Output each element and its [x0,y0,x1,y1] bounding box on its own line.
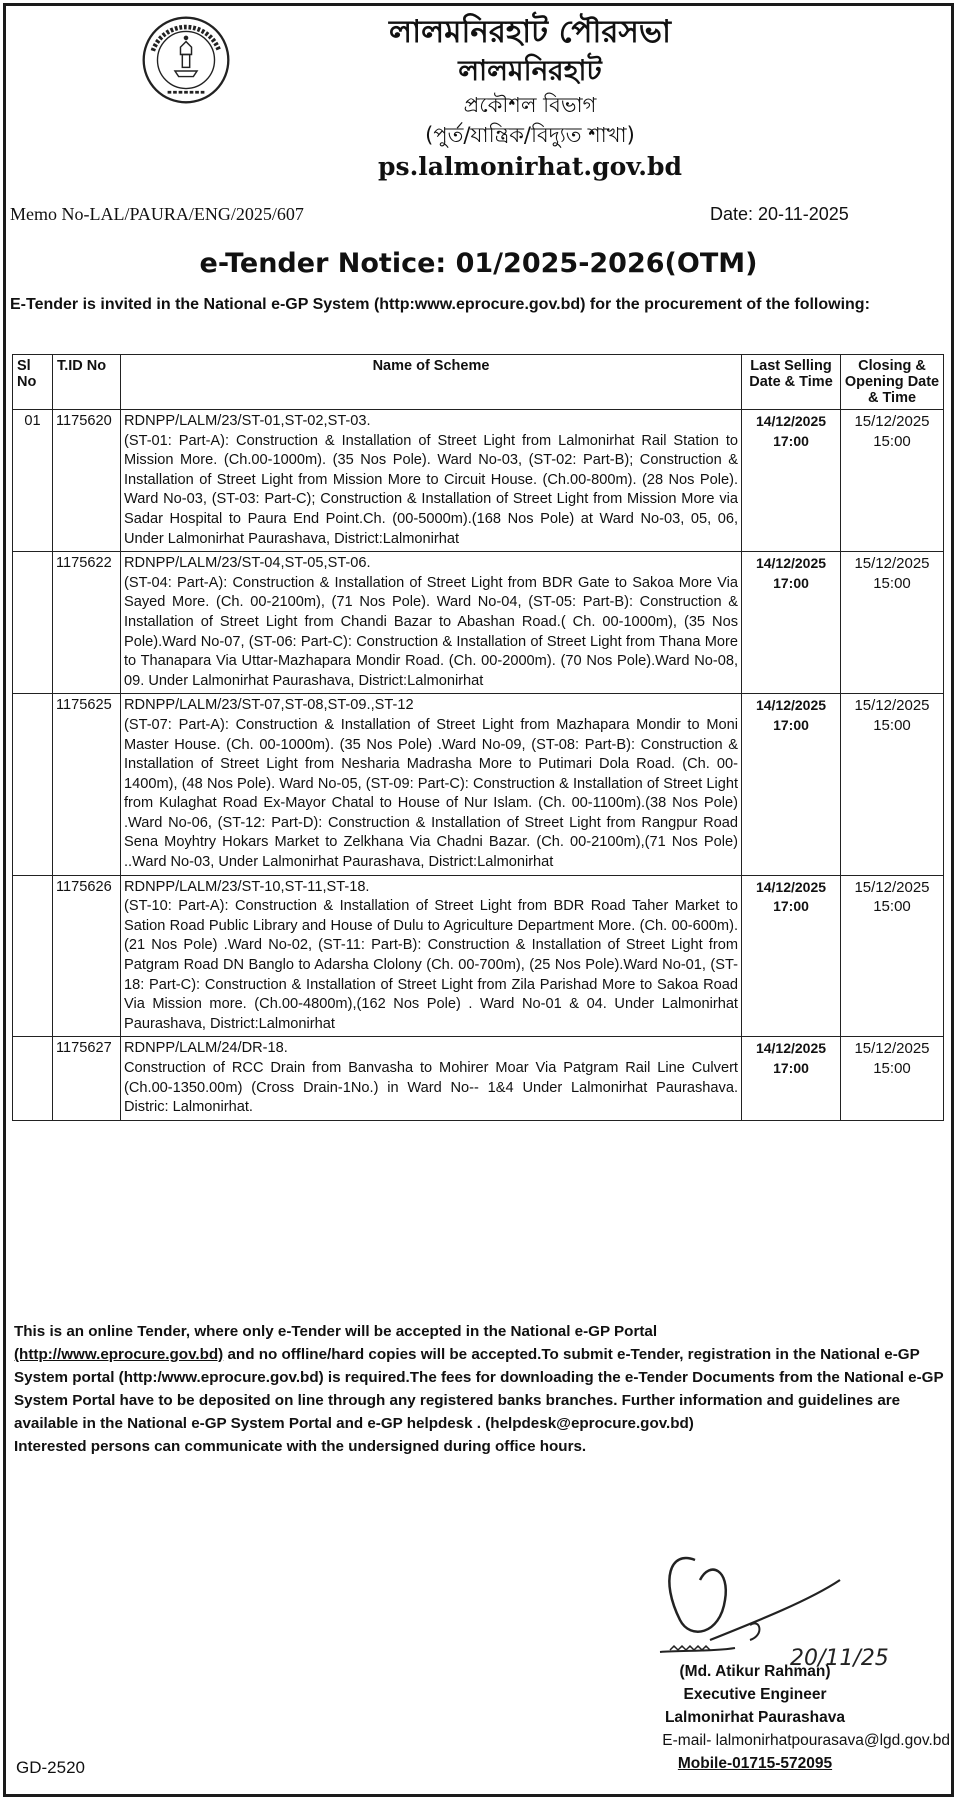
closing-time: 15:00 [873,574,911,592]
cell-sl [13,552,53,694]
col-header-sl: Sl No [13,355,53,410]
closing-date: 15/12/2025 [854,878,930,896]
last-selling-time: 17:00 [773,1060,809,1076]
municipality-seal-icon [140,14,232,106]
last-selling-time: 17:00 [773,898,809,915]
tender-table [12,354,944,1121]
section-name: (পুর্ত/যান্ত্রিক/বিদ্যুত শাখা) [425,123,635,147]
cell-last-selling [742,875,841,1037]
table-row [13,694,944,875]
footer-paragraph-1 [14,1320,944,1435]
cell-scheme: RDNPP/LALM/23/ST-01,ST-02,ST-03. (ST-01: Part-A): Construction & Installation of Street Light from Lalmonirhat Rail Station to Mission More. (Ch.00-1000m). (35 Nos Pole). Ward No-03, (ST-02: Part-B); Construction & Installation of Street Light from Mission More to Circuit House. (Ch.00-800m). (28 Nos Pole). Ward No-03, (ST-03: Part-C); Construction & Installation of Street Light from Mission More via Sadar Hospital to Paura End Point.Ch. (00-5000m).(168 Nos Pole) at Ward No-03, 05, 06, Under Lalmonirhat Paurashava, District:Lalmonirhat [121,410,742,552]
last-selling-date: 14/12/2025 [755,1040,827,1057]
signatory-email: E-mail- lalmonirhatpourasava@lgd.gov.bd [662,1732,950,1749]
last-selling-date: 14/12/2025 [755,555,827,572]
notice-date: Date: 20-11-2025 [710,204,849,224]
cell-scheme: RDNPP/LALM/23/ST-04,ST-05,ST-06. (ST-04: Part-A): Construction & Installation of Street Light from BDR Gate to Sakoa More Via Sayed More. (Ch. 00-2100m), (71 Nos Pole). Ward No-04, (ST-05: Part-B): Construction & Installation of Street Light from Chandi Bazar to Abashan Road.( Ch. 00-1000m), (35 Nos Pole).Ward No-07, (ST-06: Part-C): Construction & Installation of Street Light from Thana More to Thanapara Via Uttar-Mazhapara Mondir Road. (Ch. 00-2000m). (70 Nos Pole).Ward No-08, 09. Under Lalmonirhat Paurashava, District:Lalmonirhat [121,552,742,694]
last-selling-time: 17:00 [773,716,809,733]
office-header [250,12,810,184]
last-selling-date: 14/12/2025 [755,413,827,429]
cell-last-selling [742,694,841,875]
cell-closing [841,694,944,875]
municipality-name: লালমনিরহাট পৌরসভা [389,14,671,50]
cell-sl: 01 [13,410,53,552]
eprocure-link[interactable]: (http://www.eprocure.gov.bd) [14,1346,224,1363]
cell-scheme: RDNPP/LALM/23/ST-07,ST-08,ST-09.,ST-12 (ST-07: Part-A): Construction & Installation of Street Light from Mazhapara Mondir to Moni Master House. (Ch. 00-1000m). (35 Nos Pole) .Ward No-09, (ST-08: Part-B): Construction & Installation of Street Light from Nesharia Madrasha More to Putimari Dola Road. (Ch. 00-1400m), (48 Nos Pole). Ward No-05, (ST-09: Part-C): Construction & Installation of Street Light from Kulaghat Road Ex-Mayor Chatal to House of Nur Islam. (Ch. 00-1100m).(38 Nos Pole) .Ward No-06, (ST-12: Part-D): Construction & Installation of Street Light from Rangpur Road Sena Moyhtry Hokars Market to Zelkhana Via Chadni Bazar. (Ch. 00-2100m),(71 Nos Pole) ..Ward No-03, Under Lalmonirhat Paurashava, District:Lalmonirhat [121,694,742,875]
signatory-title: Executive Engineer [683,1686,827,1703]
last-selling-date: 14/12/2025 [755,878,827,895]
closing-time: 15:00 [873,716,911,734]
website: ps.lalmonirhat.gov.bd [378,152,682,181]
memo-number: Memo No-LAL/PAURA/ENG/2025/607 [10,204,304,224]
cell-last-selling [742,1037,841,1120]
cell-sl [13,1037,53,1120]
handwritten-date: 20/11/25 [790,1646,889,1670]
last-selling-time: 17:00 [773,432,809,449]
cell-closing [841,1037,944,1120]
signatory-mobile: Mobile-01715-572095 [677,1755,833,1772]
cell-closing [841,875,944,1037]
closing-date: 15/12/2025 [854,555,930,573]
signatory-name: (Md. Atikur Rahman) [679,1663,831,1680]
cell-tid: 1175627 [53,1037,121,1120]
closing-date: 15/12/2025 [854,413,930,430]
table-row [13,410,944,552]
notice-title: e-Tender Notice: 01/2025-2026(OTM) [199,248,758,279]
cell-tid: 1175626 [53,875,121,1037]
intro-text: E-Tender is invited in the National e-GP System (http:www.eprocure.gov.bd) for the procurement of the following: [10,296,870,313]
signatory-org: Lalmonirhat Paurashava [664,1709,846,1726]
footer-text-a: This is an online Tender, where only e-Tender will be accepted in the National e-GP Portal [14,1323,658,1340]
signatory-mobile-wrap [560,1752,950,1775]
cell-scheme: RDNPP/LALM/23/ST-10,ST-11,ST-18. (ST-10: Part-A): Construction & Installation of Street Light from BDR Road Taher Market to Sation Road Public Library and House of Dulu to Agriculture Department More. (Ch. 00-600m).(21 Nos Pole) .Ward No-02, (ST-11: Part-B): Construction & Installation of Street Light from Patgram Road DN Banglo to Adarsha Clolony (Ch. 00-700m), (25 Nos Pole).Ward No-01, (ST-18: Part-C): Construction & Installation of Street Light from Zila Parishad More to Sakoa Road Via Mission more. (Ch.00-4800m),(162 Nos Pole) . Ward No-01 & 04. Under Lalmonirhat Paurashava, District:Lalmonirhat [121,875,742,1037]
cell-tid: 1175620 [53,410,121,552]
cell-tid: 1175625 [53,694,121,875]
cell-closing [841,410,944,552]
last-selling-time: 17:00 [773,574,809,591]
gd-number: GD-2520 [16,1758,85,1777]
cell-tid: 1175622 [53,552,121,694]
closing-time: 15:00 [873,1060,911,1077]
cell-last-selling [742,552,841,694]
last-selling-date: 14/12/2025 [755,697,827,714]
cell-sl [13,694,53,875]
closing-date: 15/12/2025 [854,697,930,715]
cell-scheme: RDNPP/LALM/24/DR-18. Construction of RCC Drain from Banvasha to Mohirer Moar Via Patgram Rail Line Culvert (Ch.00-1350.00m) (Cross Drain-1No.) in Ward No-- 1&4 Under Lalmonirhat Paurashava. Distric: Lalmonirhat. [121,1037,742,1120]
col-header-closing: Closing & Opening Date & Time [841,355,944,410]
col-header-last-selling: Last Selling Date & Time [742,355,841,410]
table-row [13,552,944,694]
signatory-block [560,1660,950,1775]
department-name: প্রকৌশল বিভাগ [463,93,597,117]
cell-last-selling [742,410,841,552]
table-row [13,1037,944,1120]
closing-date: 15/12/2025 [854,1040,930,1058]
signature-icon [640,1540,910,1670]
closing-time: 15:00 [873,432,911,450]
col-header-scheme: Name of Scheme [121,355,742,410]
col-header-tid: T.ID No [53,355,121,410]
cell-closing [841,552,944,694]
footer-instructions [14,1320,944,1458]
footer-text-b: and no offline/hard copies will be accepted.To submit e-Tender, registration in the National e-GP System portal (http:/www.eprocure.gov.bd) is required.The fees for downloading the e-Tender Documents from the National e-GP System Portal have to be deposited on line through any registered banks branches. Further information and guidelines are available in the National e-GP System Portal and e-GP helpdesk . (helpdesk@eprocure.gov.bd) [14,1346,944,1432]
district-name: লালমনিরহাট [458,54,602,87]
cell-sl [13,875,53,1037]
table-header-row [13,355,944,410]
closing-time: 15:00 [873,898,911,916]
footer-paragraph-2: Interested persons can communicate with the undersigned during office hours. [14,1438,587,1455]
table-row [13,875,944,1037]
